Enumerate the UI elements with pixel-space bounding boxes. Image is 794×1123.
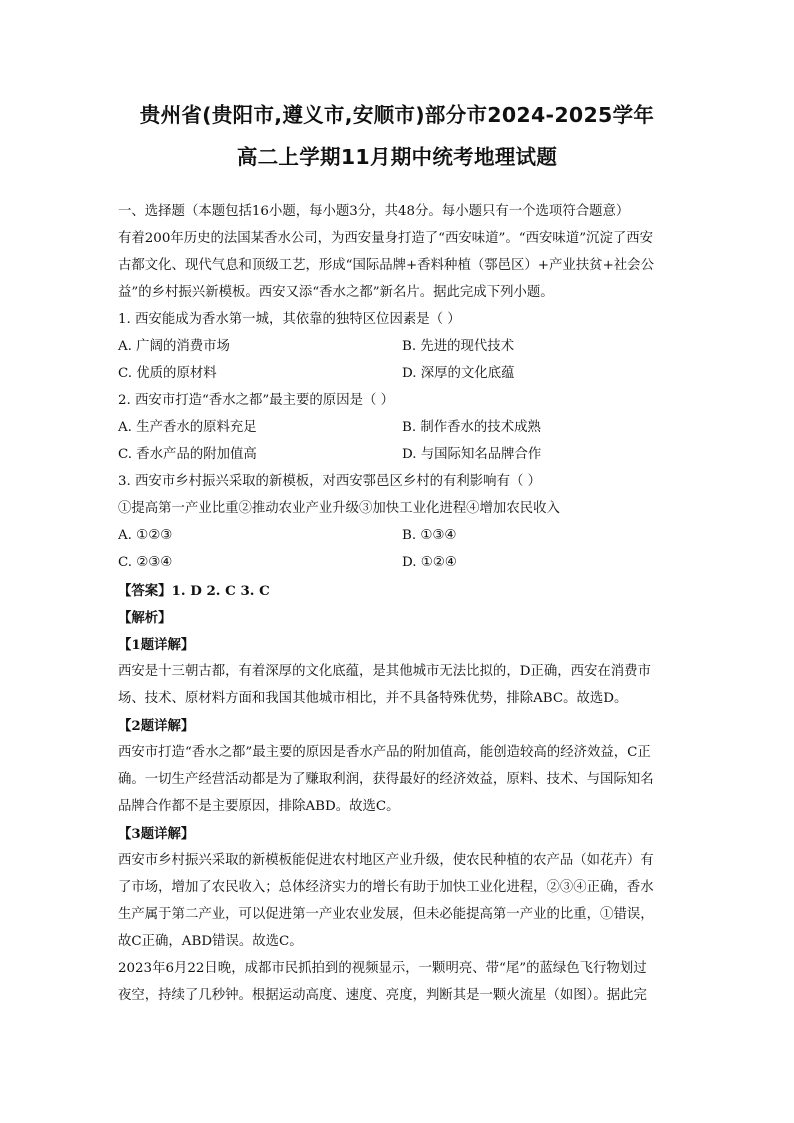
question-1-option-c: C. 优质的原材料 [118,366,217,381]
passage-1-line: 有着200年历史的法国某香水公司，为西安量身打造了“西安味道”。“西安味道”沉淀了西安 [118,231,654,246]
question-2-option-b: B. 制作香水的技术成熟 [402,420,541,435]
detail-3-label: 【3题详解】 [118,826,195,842]
passage-1-line: 古都文化、现代气息和顶级工艺，形成“国际品牌+香料种植（鄠邑区）+产业扶贫+社会公 [118,258,654,273]
question-3-option-d: D. ①②④ [402,555,457,570]
detail-1-line: 场、技术、原材料方面和我国其他城市相比，并不具备特殊优势，排除ABC。故选D。 [118,691,628,706]
question-2-option-d: D. 与国际知名品牌合作 [402,447,542,462]
detail-2-line: 西安市打造“香水之都”最主要的原因是香水产品的附加值高，能创造较高的经济效益，C正 [118,745,651,760]
question-1-stem: 1. 西安能成为香水第一城，其依靠的独特区位因素是（ ） [118,312,461,327]
question-1-option-a: A. 广阔的消费市场 [118,339,230,354]
question-3-option-c: C. ②③④ [118,555,173,570]
question-1-option-d: D. 深厚的文化底蕴 [402,366,515,381]
detail-1-line: 西安是十三朝古都，有着深厚的文化底蕴，是其他城市无法比拟的，D正确，西安在消费市 [118,664,651,679]
question-3-stem: 3. 西安市乡村振兴采取的新模板，对西安鄠邑区乡村的有利影响有（ ） [118,474,542,489]
section-header: 一、选择题（本题包括16小题，每小题3分，共48分。每小题只有一个选项符合题意） [118,204,630,219]
passage-2-line: 夜空，持续了几秒钟。根据运动高度、速度、亮度，判断其是一颗火流星（如图）。据此完 [118,988,647,1003]
question-2-option-c: C. 香水产品的附加值高 [118,447,257,462]
question-3-option-a: A. ①②③ [118,528,173,543]
title-line-1: 贵州省(贵阳市,遵义市,安顺市)部分市2024-2025学年 [139,103,655,127]
question-1-option-b: B. 先进的现代技术 [402,339,515,354]
question-2-stem: 2. 西安市打造“香水之都”最主要的原因是（ ） [118,393,395,408]
detail-3-line: 生产属于第二产业，可以促进第一产业农业发展，但未必能提高第一产业的比重，①错误， [118,907,654,922]
question-2-option-a: A. 生产香水的原料充足 [118,420,257,435]
question-3-option-b: B. ①③④ [402,528,457,543]
detail-3-line: 西安市乡村振兴采取的新模板能促进农村地区产业升级，使农民种植的农产品（如花卉）有 [118,853,654,868]
detail-1-label: 【1题详解】 [118,637,195,653]
detail-3-line: 故C正确，ABD错误。故选C。 [118,934,303,949]
passage-1-line: 益”的乡村振兴新模板。西安又添“香水之都”新名片。据此完成下列小题。 [118,285,554,300]
question-3-statements: ①提高第一产业比重②推动农业产业升级③加快工业化进程④增加农民收入 [118,501,560,516]
answer-line: 【答案】1. D 2. C 3. C [118,583,270,599]
detail-2-label: 【2题详解】 [118,718,195,734]
detail-2-line: 确。一切生产经营活动都是为了赚取利润，获得最好的经济效益，原料、技术、与国际知名 [118,772,654,787]
analysis-label: 【解析】 [118,610,172,626]
title-line-2: 高二上学期11月期中统考地理试题 [236,145,558,169]
detail-2-line: 品牌合作都不是主要原因，排除ABD。故选C。 [118,799,400,814]
passage-2-line: 2023年6月22日晚，成都市民抓拍到的视频显示，一颗明亮、带“尾”的蓝绿色飞行物划过 [118,961,647,976]
detail-3-line: 了市场，增加了农民收入；总体经济实力的增长有助于加快工业化进程，②③④正确，香水 [118,880,654,895]
